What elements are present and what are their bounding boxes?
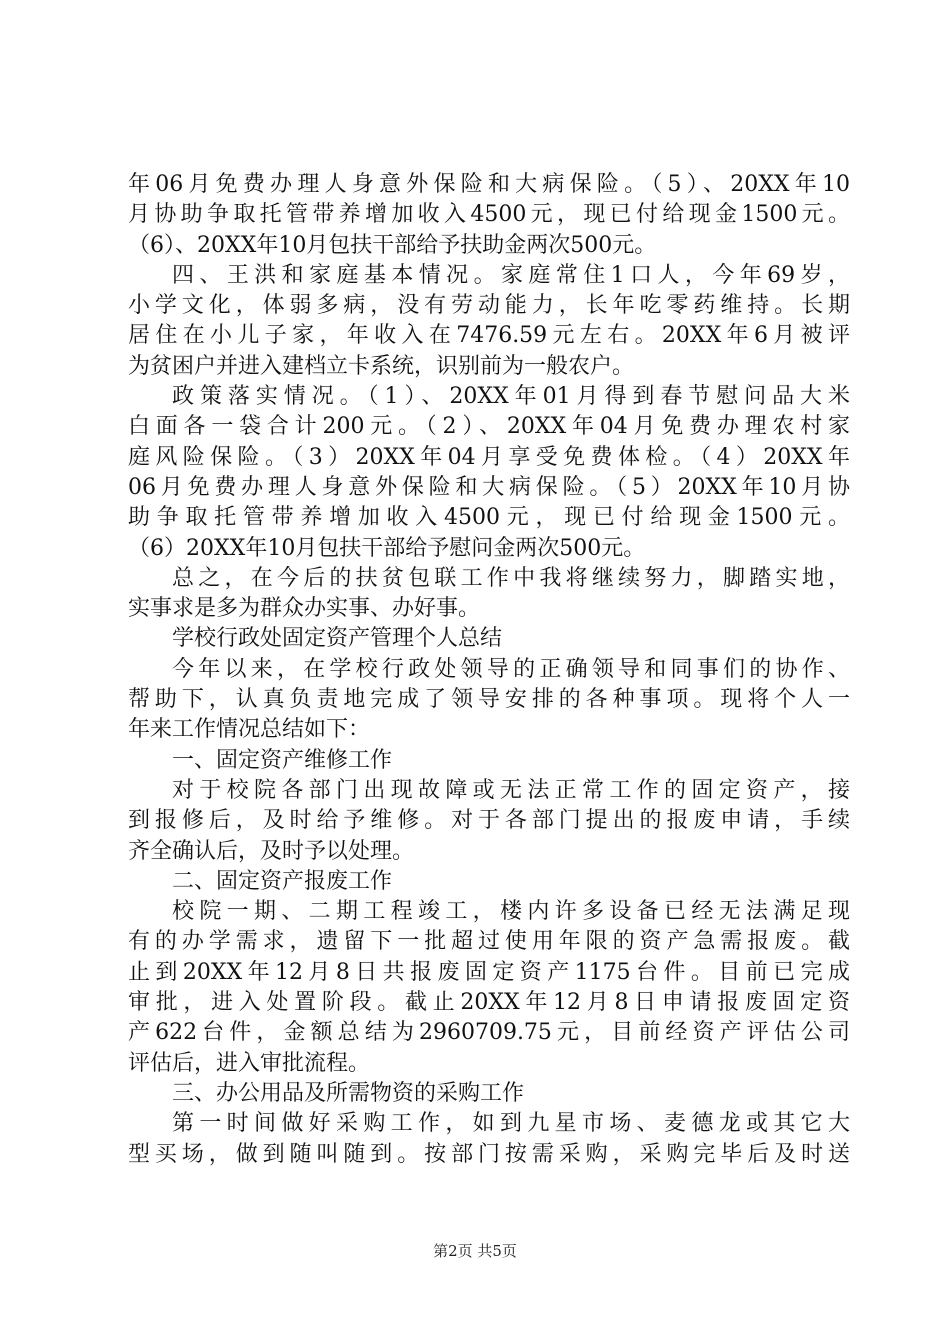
text-line: 今年以来，在学校行政处领导的正确领导和同事们的协作、	[172, 656, 850, 682]
text-line: 齐全确认后，及时予以处理。	[128, 838, 415, 864]
section-heading: 三、办公用品及所需物资的采购工作	[172, 1080, 525, 1106]
text-line: 评估后，进入审批流程。	[128, 1050, 371, 1076]
text-line: 止到20XX年12月8日共报废固定资产1175台件。目前已完成	[128, 959, 850, 985]
text-line: 有的办学需求，遗留下一批超过使用年限的资产急需报废。截	[128, 929, 850, 955]
text-line: 型买场，做到随叫随到。按部门按需采购，采购完毕后及时送	[128, 1141, 850, 1167]
text-line: 白面各一袋合计200元。（2）、20XX年04月免费办理农村家	[128, 414, 850, 440]
document-body	[128, 170, 850, 1170]
text-line: 06月免费办理人身意外保险和大病保险。（5）20XX年10月协	[128, 474, 850, 500]
text-line: 实事求是多为群众办实事、办好事。	[128, 596, 481, 622]
text-line: 年来工作情况总结如下：	[128, 717, 371, 743]
text-line: 年06月免费办理人身意外保险和大病保险。（5）、20XX年10	[128, 172, 850, 197]
text-line: （6）、20XX年10月包扶干部给予扶助金两次500元。	[128, 232, 657, 258]
section-heading: 一、固定资产维修工作	[172, 747, 393, 773]
text-line: 审批，进入处置阶段。截止20XX年12月8日申请报废固定资	[128, 990, 850, 1016]
text-line: 帮助下，认真负责地完成了领导安排的各种事项。现将个人一	[128, 687, 850, 713]
text-line: 小学文化，体弱多病，没有劳动能力，长年吃零药维持。长期	[128, 293, 850, 319]
text-line: 到报修后，及时给予维修。对于各部门提出的报废申请，手续	[128, 808, 850, 834]
section-title: 学校行政处固定资产管理个人总结	[172, 626, 503, 652]
section-heading: 二、固定资产报废工作	[172, 868, 393, 894]
text-line: 月协助争取托管带养增加收入4500元，现已付给现金1500元。	[128, 202, 850, 228]
text-line: 校院一期、二期工程竣工，楼内许多设备已经无法满足现	[172, 899, 850, 925]
text-line: 对于校院各部门出现故障或无法正常工作的固定资产，接	[172, 777, 850, 803]
text-line: 第一时间做好采购工作，如到九星市场、麦德龙或其它大	[172, 1111, 850, 1137]
text-line: 四、王洪和家庭基本情况。家庭常住1口人，今年69岁，	[172, 262, 850, 288]
text-line: 居住在小儿子家，年收入在7476.59元左右。20XX年6月被评	[128, 323, 850, 349]
text-line: 政策落实情况。（1）、20XX年01月得到春节慰问品大米	[172, 384, 850, 410]
text-line: 产622台件，金额总结为2960709.75元，目前经资产评估公司	[128, 1020, 850, 1046]
text-line: 助争取托管带养增加收入4500元，现已付给现金1500元。	[128, 505, 850, 531]
text-line: 庭风险保险。（3）20XX年04月享受免费体检。（4）20XX年	[128, 444, 850, 470]
page-number-footer: 第2页 共5页	[433, 1242, 517, 1260]
text-line: （6）20XX年10月包扶干部给予慰问金两次500元。	[128, 535, 646, 561]
text-line: 总之，在今后的扶贫包联工作中我将继续努力，脚踏实地，	[172, 565, 850, 591]
text-line: 为贫困户并进入建档立卡系统，识别前为一般农户。	[128, 353, 635, 379]
